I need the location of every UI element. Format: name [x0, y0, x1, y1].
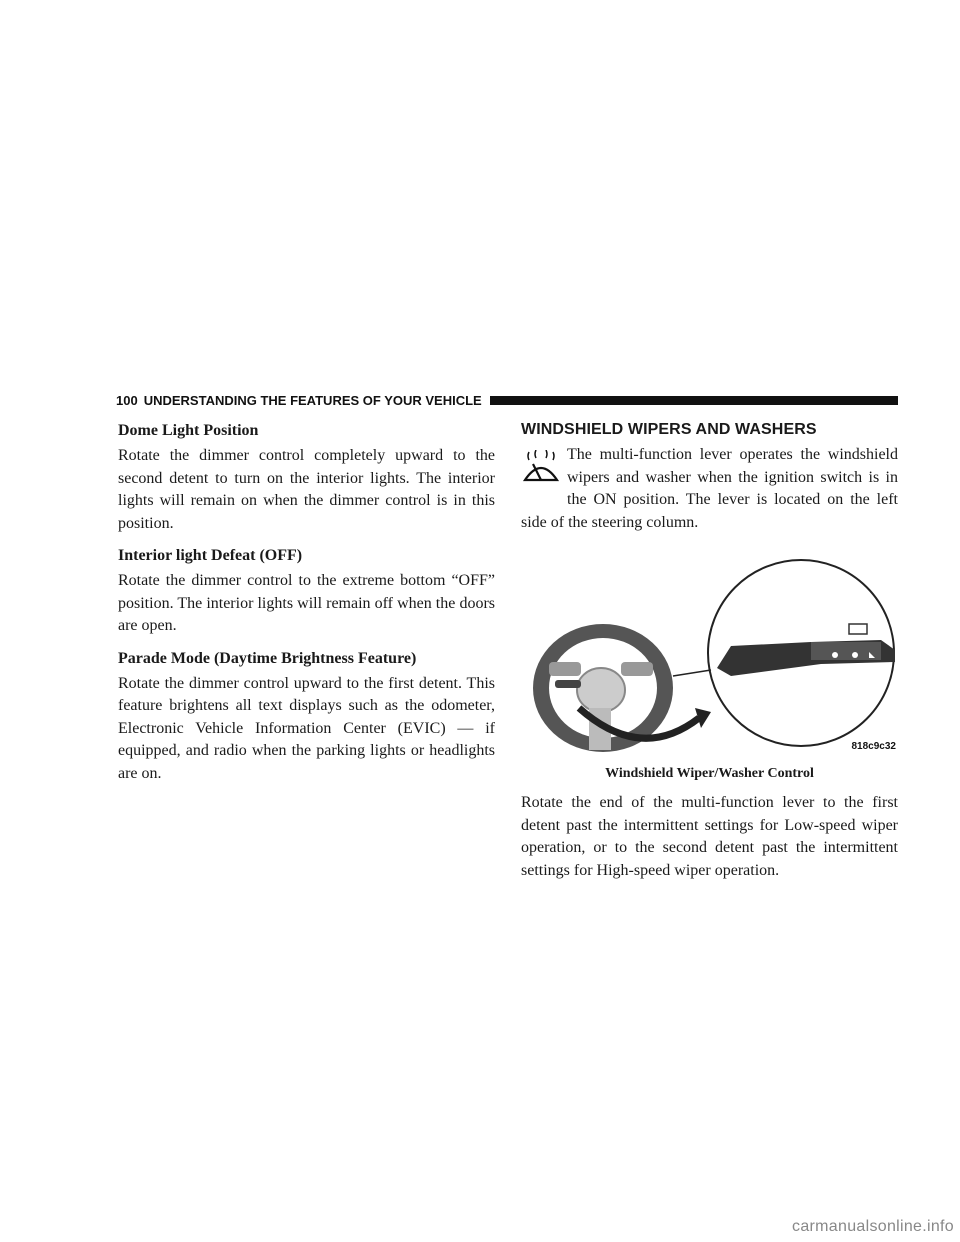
left-column [118, 420, 495, 795]
figure-code: 818c9c32 [851, 741, 896, 752]
section-body-dome-light: Rotate the dimmer control completely upward to the second detent to turn on the interior lights. The interior lights will remain on when the dimmer control is in this position. [118, 447, 495, 532]
right-column [521, 420, 898, 892]
figure-caption: Windshield Wiper/Washer Control [605, 766, 814, 781]
running-title: UNDERSTANDING THE FEATURES OF YOUR VEHICLE [143, 392, 482, 408]
section-title-wipers: WINDSHIELD WIPERS AND WASHERS [521, 421, 817, 438]
wiper-body: Rotate the end of the multi-function lever to the first detent past the intermittent settings for Low-speed wiper operation, or to the second detent past the intermittent settings for High-speed wiper operation. [521, 794, 898, 879]
section-heading-dome-light: Dome Light Position [118, 422, 259, 439]
header-rule [490, 396, 898, 405]
wiper-intro [521, 444, 898, 534]
page-header [116, 390, 898, 410]
section-heading-parade-mode: Parade Mode (Daytime Brightness Feature) [118, 649, 417, 667]
windshield-wiper-icon [521, 450, 561, 492]
steering-wheel-illustration [521, 558, 898, 758]
section-body-parade-mode: Rotate the dimmer control upward to the first detent. This feature brightens all text displays such as the odometer, Electronic Vehicle Information Center (EVIC) — if equipped, and radio when the parking lights or headlights are on. [118, 674, 495, 782]
section-heading-interior-defeat: Interior light Defeat (OFF) [118, 547, 303, 564]
page-number: 100 [116, 392, 138, 408]
watermark: carmanualsonline.info [792, 1218, 954, 1235]
wiper-intro-text: The multi-function lever operates the windshield wipers and washer when the ignition switch is in the ON position. The lever is located on the left side of the steering column. [521, 446, 898, 531]
wiper-control-figure [521, 558, 898, 758]
section-body-interior-defeat: Rotate the dimmer control to the extreme bottom “OFF” position. The interior lights will remain off when the doors are open. [118, 572, 495, 634]
